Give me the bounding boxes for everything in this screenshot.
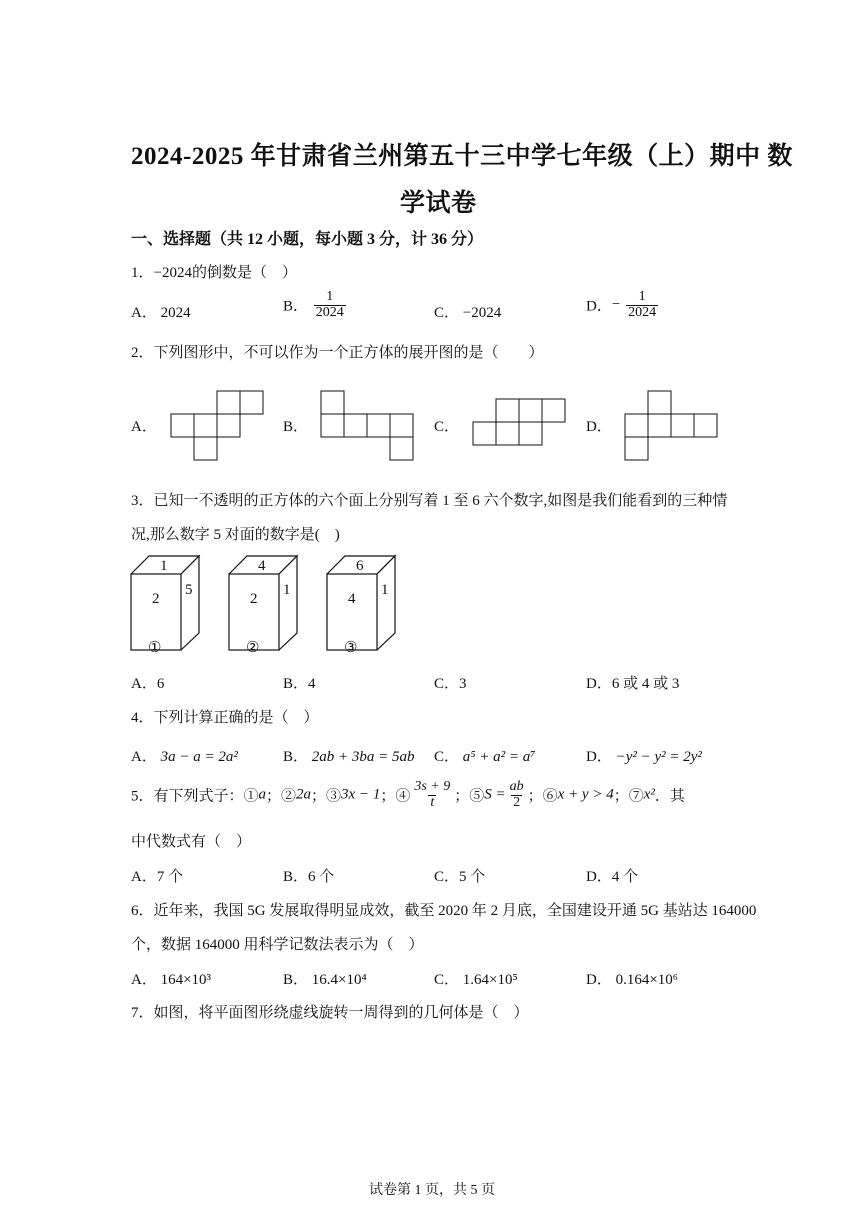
cube-3-top: 6 <box>356 558 364 574</box>
page-footer: 试卷第 1 页，共 5 页 <box>369 1183 495 1198</box>
question-6-stem-line2: 个，数据 164000 用科学记数法表示为（ ） <box>131 937 424 953</box>
q1-option-d: D．− $\frac{1}{2024}$ <box>586 289 657 320</box>
cube-2-top: 4 <box>258 558 266 574</box>
question-5-stem-line2: 中代数式有（ ） <box>131 834 252 850</box>
cube-1-side: 5 <box>185 582 193 598</box>
q1-option-c: C． −2024 <box>434 305 502 321</box>
page-title-line2: 学试卷 <box>400 190 477 217</box>
cube-2-label: ② <box>246 640 260 656</box>
cube-1-label: ① <box>148 640 162 656</box>
q2-option-d-label: D． <box>586 419 612 435</box>
cube-2-front: 2 <box>250 591 258 607</box>
question-2-stem: 2．下列图形中，不可以作为一个正方体的展开图的是（ ） <box>131 345 544 361</box>
q3-option-b: B．4 <box>283 676 316 692</box>
q6-option-a: A． 164×10³ <box>131 972 212 988</box>
question-7-stem: 7．如图，将平面图形绕虚线旋转一周得到的几何体是（ ） <box>131 1005 529 1021</box>
q3-option-d: D．6 或 4 或 3 <box>586 676 680 692</box>
question-3-stem-line2: 况,那么数字 5 对面的数字是( ) <box>131 527 340 543</box>
q5-option-d: D．4 个 <box>586 869 639 885</box>
question-3-stem-line1: 3．已知一不透明的正方体的六个面上分别写着 1 至 6 六个数字,如图是我们能看到的三种情 <box>131 493 728 509</box>
question-5-stem: 5．有下列式子：①a；②2a；③3x − 1；④ $\frac{3s + 9}{t}$ ；⑤S = $\frac{ab}{2}$ ；⑥x + y > 4；⑦x²．其 <box>131 779 685 810</box>
q2-option-b-label: B． <box>283 419 309 435</box>
q2-net-a <box>170 391 265 461</box>
cube-2-side: 1 <box>283 582 291 598</box>
q4-option-b: B． 2ab + 3ba = 5ab <box>283 749 415 765</box>
q1-option-b: B． $\frac{1}{2024}$ <box>283 289 344 320</box>
q3-cube-1 <box>131 556 201 656</box>
page-title-line1: 2024-2025 年甘肃省兰州第五十三中学七年级（上）期中 数 <box>131 143 793 170</box>
q4-option-a: A． 3a − a = 2a² <box>131 749 238 765</box>
q6-option-c: C． 1.64×10⁵ <box>434 972 518 988</box>
question-1-stem: 1．−2024的倒数是（ ） <box>131 265 297 281</box>
q3-option-c: C．3 <box>434 676 467 692</box>
cube-3-side: 1 <box>381 582 389 598</box>
q1-option-a: A． 2024 <box>131 305 191 321</box>
q6-option-d: D． 0.164×10⁶ <box>586 972 679 988</box>
question-4-stem: 4．下列计算正确的是（ ） <box>131 710 319 726</box>
q3-cube-2 <box>229 556 299 656</box>
cube-3-front: 4 <box>348 591 356 607</box>
q4-option-d: D． −y² − y² = 2y² <box>586 749 702 765</box>
q5-option-c: C．5 个 <box>434 869 486 885</box>
q2-option-a-label: A． <box>131 419 157 435</box>
q6-option-b: B． 16.4×10⁴ <box>283 972 367 988</box>
question-6-stem-line1: 6．近年来，我国 5G 发展取得明显成效，截至 2020 年 2 月底，全国建设开通 5G 基站达 164000 <box>131 903 757 919</box>
cube-1-top: 1 <box>160 558 168 574</box>
q5-option-a: A．7 个 <box>131 869 184 885</box>
q3-cube-3 <box>327 556 397 656</box>
section-heading: 一、选择题（共 12 小题，每小题 3 分，计 36 分） <box>131 231 484 248</box>
q4-option-c: C． a⁵ + a² = a⁷ <box>434 749 536 765</box>
q2-net-d <box>624 391 721 461</box>
q3-option-a: A．6 <box>131 676 165 692</box>
cube-3-label: ③ <box>344 640 358 656</box>
cube-1-front: 2 <box>152 591 160 607</box>
q2-net-c <box>472 399 569 447</box>
q5-option-b: B．6 个 <box>283 869 335 885</box>
q2-net-b <box>320 391 417 461</box>
q2-option-c-label: C． <box>434 419 460 435</box>
